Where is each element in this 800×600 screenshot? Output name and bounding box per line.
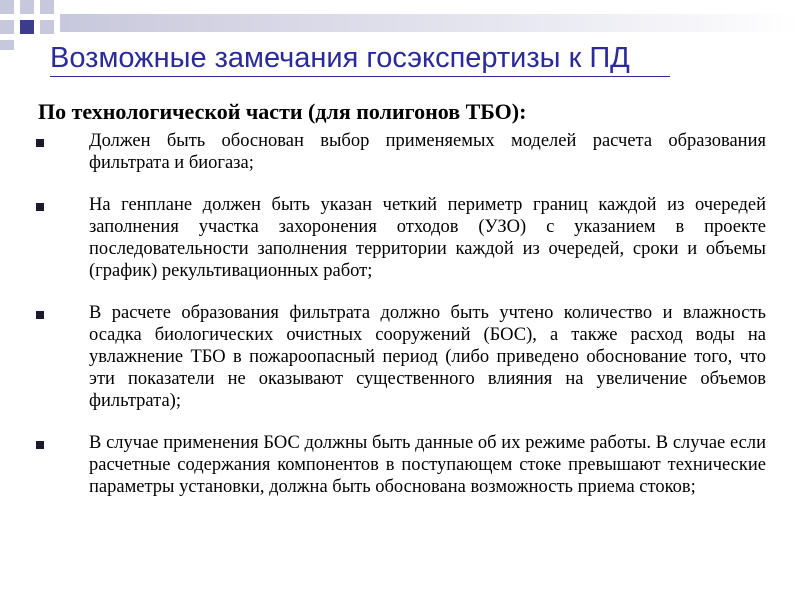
title-underline [50,76,670,77]
square-bullet-icon [36,311,44,319]
slide-title: Возможные замечания госэкспертизы к ПД [50,42,630,74]
list-item-text: В случае применения БОС должны быть данные об их режиме работы. В случае если расчетные содержания компонентов в поступающем стоке превышают технические параметры установки, должна быть обоснована возможность приема стоков; [89,433,766,497]
square-bullet-icon [36,203,44,211]
decor-square [0,0,14,14]
square-bullet-icon [36,441,44,449]
decor-square [0,40,14,50]
section-subheading: По технологической части (для полигонов ТБО): [38,99,527,124]
decor-square [20,0,34,14]
bullet-list [34,130,766,518]
list-item [34,432,766,498]
decor-bar [60,14,800,32]
decor-square [40,0,54,14]
list-item-text: На генплане должен быть указан четкий периметр границ каждой из очередей заполнения участка захоронения отходов (УЗО) с указанием в проекте последовательности заполнения территории каждой из очередей, сроки и объемы (график) рекультивационных работ; [89,195,766,281]
decor-square [20,20,34,34]
list-item [34,302,766,412]
list-item-text: В расчете образования фильтрата должно быть учтено количество и влажность осадка биологических очистных сооружений (БОС), а также расход воды на увлажнение ТБО в пожароопасный период (либо приведено обоснование того, что эти показатели не оказывают существенного влияния на увеличение объемов фильтрата); [89,303,766,411]
list-item-text: Должен быть обоснован выбор применяемых моделей расчета образования фильтрата и биогаза; [89,131,766,173]
list-item [34,130,766,174]
square-bullet-icon [36,139,44,147]
decor-square [0,20,14,34]
list-item [34,194,766,282]
decor-square [40,20,54,34]
